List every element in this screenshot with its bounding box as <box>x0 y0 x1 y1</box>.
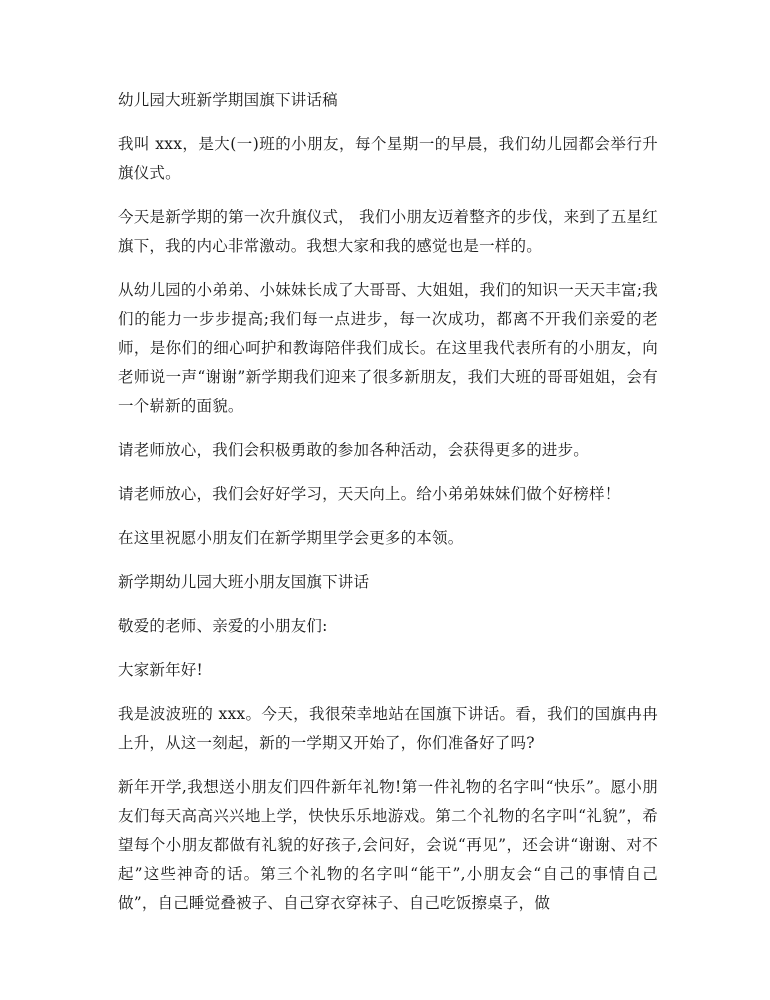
section-title: 新学期幼儿园大班小朋友国旗下讲话 <box>118 573 370 591</box>
paragraph-first-ceremony: 今天是新学期的第一次升旗仪式， 我们小朋友迈着整齐的步伐，来到了五星红旗下，我的内心非常激动。我想大家和我的感觉也是一样的。 <box>118 208 658 255</box>
document-page <box>118 86 658 933</box>
paragraph-speaker-intro: 我是波波班的 xxx。今天，我很荣幸地站在国旗下讲话。看，我们的国旗冉冉上升，从这一刻起，新的一学期又开始了，你们准备好了吗? <box>118 705 658 752</box>
paragraph-promise-activities: 请老师放心，我们会积极勇敢的参加各种活动，会获得更多的进步。 <box>118 441 590 459</box>
paragraph-gifts: 新年开学,我想送小朋友们四件新年礼物!第一件礼物的名字叫“快乐”。愿小朋友们每天高高兴兴地上学，快快乐乐地游戏。第二个礼物的名字叫“礼貌”，希望每个小朋友都做有礼貌的好孩子,会问好，会说“再见”，还会讲“谢谢、对不起”这些神奇的话。第三个礼物的名字叫“能干”,小朋友会“自己的事情自己做”，自己睡觉叠被子、自己穿衣穿袜子、自己吃饭擦桌子，做 <box>118 778 658 912</box>
paragraph-promise-study: 请老师放心，我们会好好学习，天天向上。给小弟弟妹妹们做个好榜样！ <box>118 485 621 503</box>
document-title: 幼儿园大班新学期国旗下讲话稿 <box>118 91 338 109</box>
paragraph-wishes: 在这里祝愿小朋友们在新学期里学会更多的本领。 <box>118 529 464 547</box>
paragraph-greeting: 敬爱的老师、亲爱的小朋友们: <box>118 617 328 635</box>
paragraph-growth: 从幼儿园的小弟弟、小妹妹长成了大哥哥、大姐姐，我们的知识一天天丰富;我们的能力一步步提高;我们每一点进步，每一次成功，都离不开我们亲爱的老师，是你们的细心呵护和教诲陪伴我们成长。在这里我代表所有的小朋友，向老师说一声“谢谢”新学期我们迎来了很多新朋友，我们大班的哥哥姐姐，会有一个崭新的面貌。 <box>118 281 658 415</box>
paragraph-new-year: 大家新年好! <box>118 661 203 679</box>
paragraph-intro: 我叫 xxx，是大(一)班的小朋友，每个星期一的早晨，我们幼儿园都会举行升旗仪式。 <box>118 135 658 182</box>
